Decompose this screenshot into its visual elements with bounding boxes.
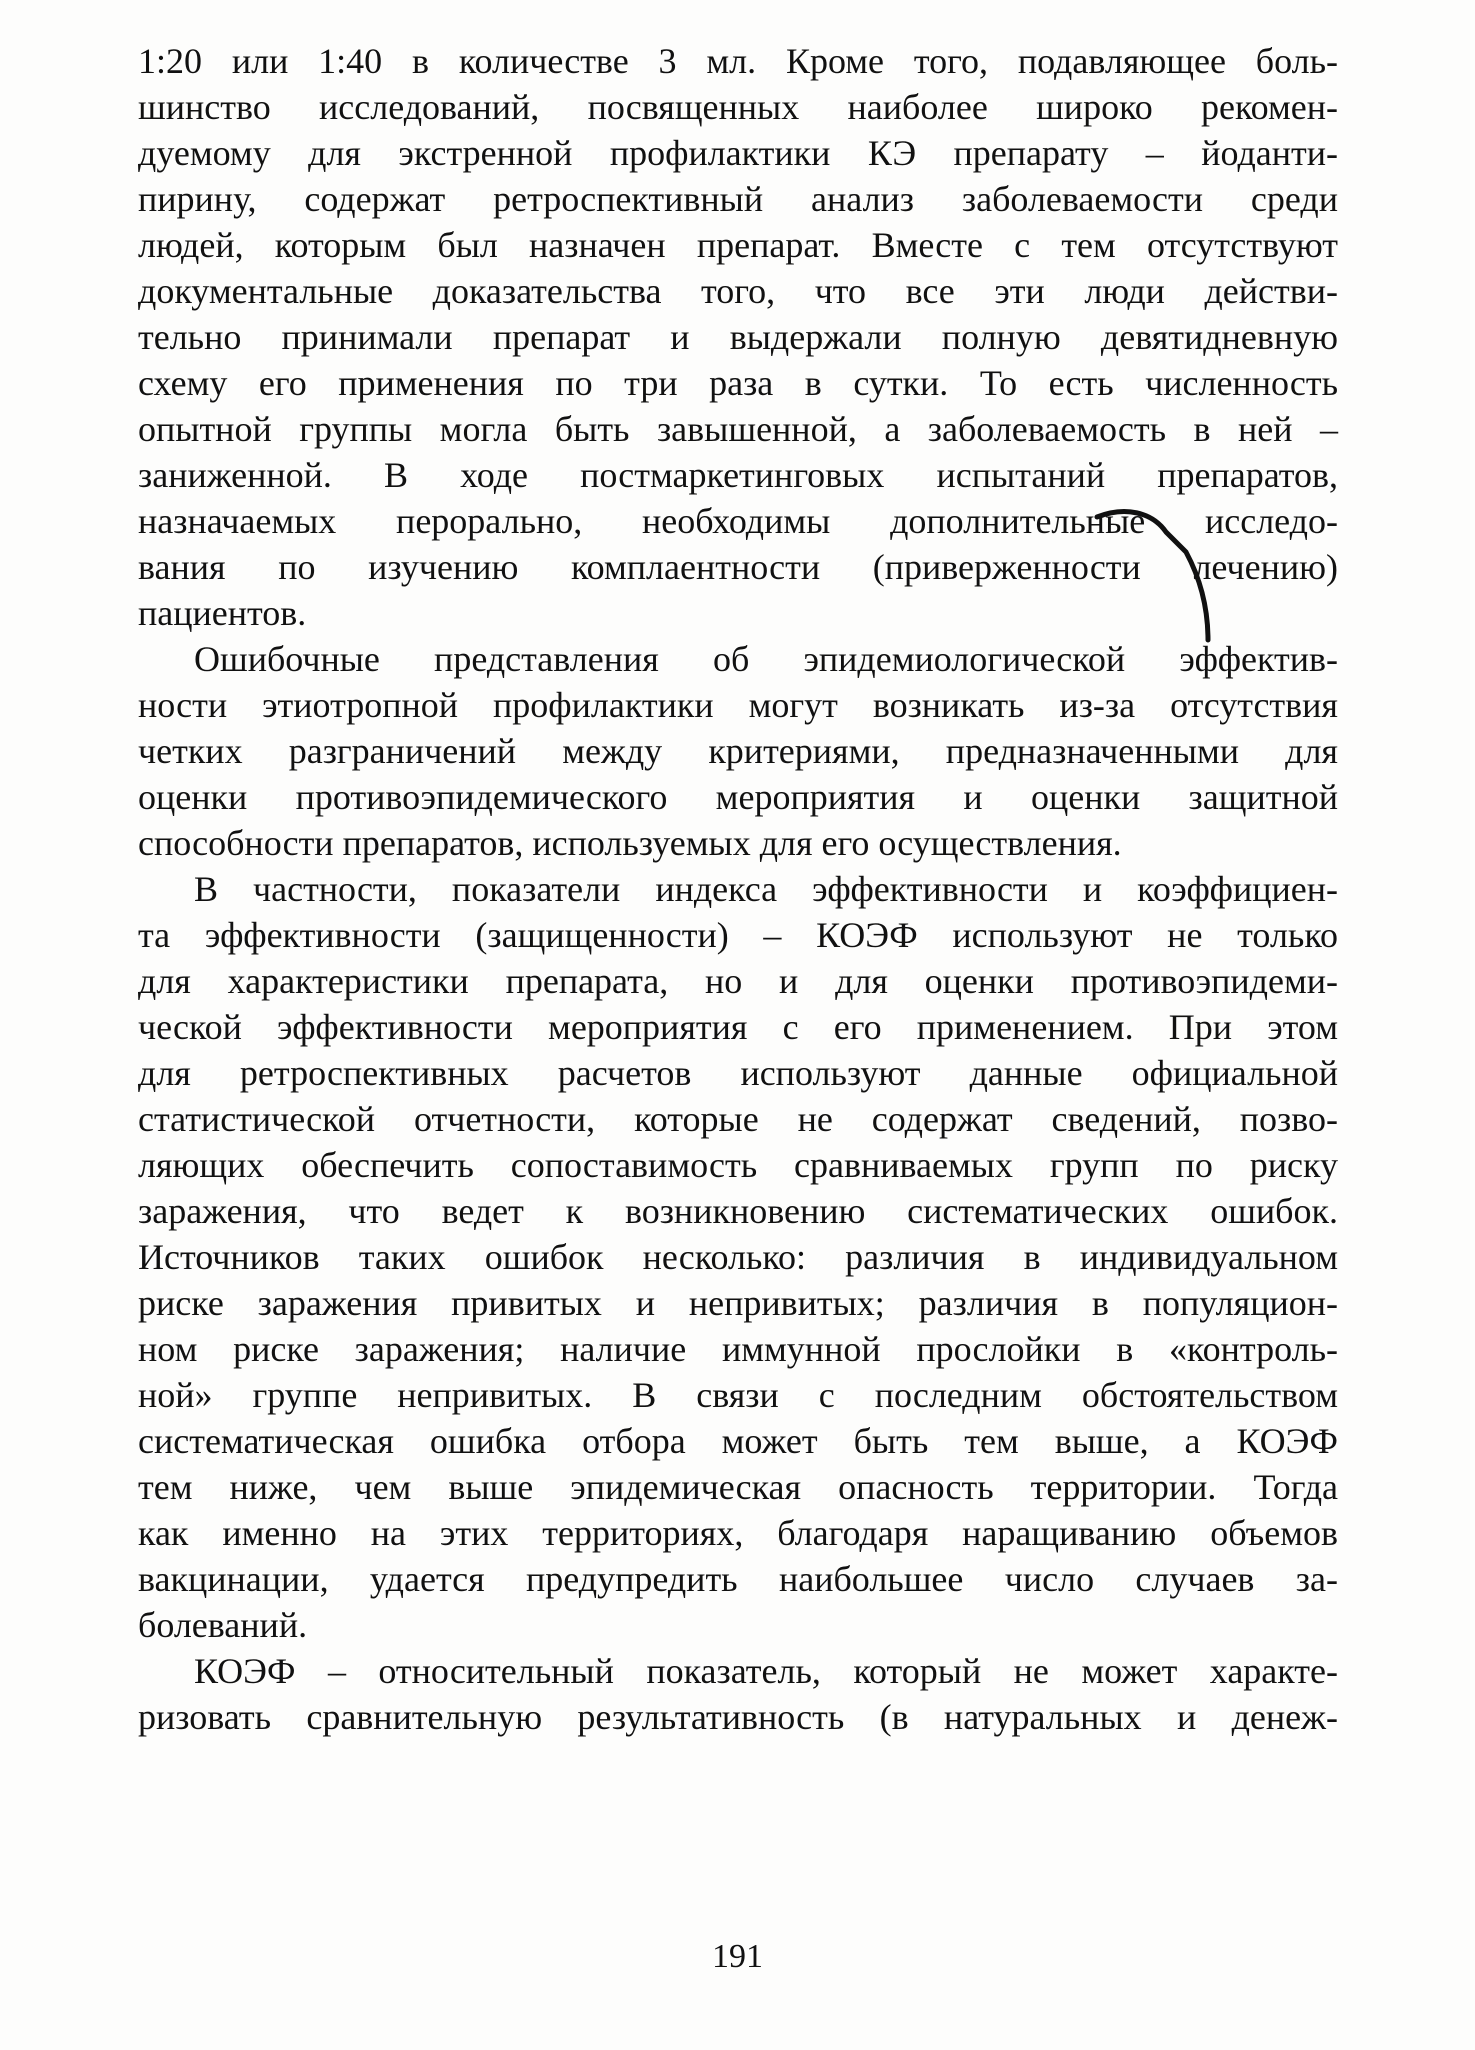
text-line: заражения, что ведет к возникновению систематических ошибок. bbox=[138, 1191, 1338, 1231]
text-line: пирину, содержат ретроспективный анализ заболеваемости среди bbox=[138, 179, 1338, 219]
text-line: пациентов. bbox=[138, 593, 307, 633]
text-line: назначаемых перорально, необходимы дополнительные исследо- bbox=[138, 501, 1338, 541]
text-line: для ретроспективных расчетов используют данные официальной bbox=[138, 1053, 1338, 1093]
text-line: статистической отчетности, которые не содержат сведений, позво- bbox=[138, 1099, 1338, 1139]
text-line: систематическая ошибка отбора может быть тем выше, а КОЭФ bbox=[138, 1421, 1338, 1461]
text-line: дуемому для экстренной профилактики КЭ препарату – йоданти- bbox=[138, 133, 1338, 173]
text-line: оценки противоэпидемического мероприятия и оценки защитной bbox=[138, 777, 1338, 817]
text-line: шинство исследований, посвященных наиболее широко рекомен- bbox=[138, 87, 1338, 127]
text-line: ческой эффективности мероприятия с его применением. При этом bbox=[138, 1007, 1338, 1047]
text-line: КОЭФ – относительный показатель, который не может характе- bbox=[194, 1651, 1338, 1691]
text-line: болеваний. bbox=[138, 1605, 308, 1645]
page-number: 191 bbox=[712, 1938, 763, 1975]
text-line: В частности, показатели индекса эффективности и коэффициен- bbox=[194, 869, 1338, 909]
text-line: ности этиотропной профилактики могут возникать из-за отсутствия bbox=[138, 685, 1338, 725]
text-line: риске заражения привитых и непривитых; различия в популяцион- bbox=[138, 1283, 1338, 1323]
text-line: ном риске заражения; наличие иммунной прослойки в «контроль- bbox=[138, 1329, 1338, 1369]
text-line: схему его применения по три раза в сутки. То есть численность bbox=[138, 363, 1338, 403]
text-line: тельно принимали препарат и выдержали полную девятидневную bbox=[138, 317, 1338, 357]
text-line: вания по изучению комплаентности (приверженности лечению) bbox=[138, 547, 1338, 587]
text-line: 1:20 или 1:40 в количестве 3 мл. Кроме того, подавляющее боль- bbox=[138, 41, 1338, 81]
text-line: вакцинации, удается предупредить наибольшее число случаев за- bbox=[138, 1559, 1338, 1599]
text-line: заниженной. В ходе постмаркетинговых испытаний препаратов, bbox=[138, 455, 1338, 495]
text-line: способности препаратов, используемых для его осуществления. bbox=[138, 823, 1122, 863]
text-line: для характеристики препарата, но и для оценки противоэпидеми- bbox=[138, 961, 1338, 1001]
text-line: опытной группы могла быть завышенной, а заболеваемость в ней – bbox=[138, 409, 1338, 449]
text-line: Источников таких ошибок несколько: различия в индивидуальном bbox=[138, 1237, 1338, 1277]
text-line: людей, которым был назначен препарат. Вместе с тем отсутствуют bbox=[138, 225, 1338, 265]
body-text bbox=[138, 38, 1338, 1740]
text-line: Ошибочные представления об эпидемиологической эффектив- bbox=[194, 639, 1338, 679]
text-line: документальные доказательства того, что все эти люди действи- bbox=[138, 271, 1338, 311]
text-line: четких разграничений между критериями, предназначенными для bbox=[138, 731, 1338, 771]
text-line: как именно на этих территориях, благодаря наращиванию объемов bbox=[138, 1513, 1338, 1553]
text-line: тем ниже, чем выше эпидемическая опасность территории. Тогда bbox=[138, 1467, 1338, 1507]
text-line: ризовать сравнительную результативность (в натуральных и денеж- bbox=[138, 1697, 1338, 1737]
text-line: ляющих обеспечить сопоставимость сравниваемых групп по риску bbox=[138, 1145, 1338, 1185]
text-line: ной» группе непривитых. В связи с последним обстоятельством bbox=[138, 1375, 1338, 1415]
text-line: та эффективности (защищенности) – КОЭФ используют не только bbox=[138, 915, 1338, 955]
